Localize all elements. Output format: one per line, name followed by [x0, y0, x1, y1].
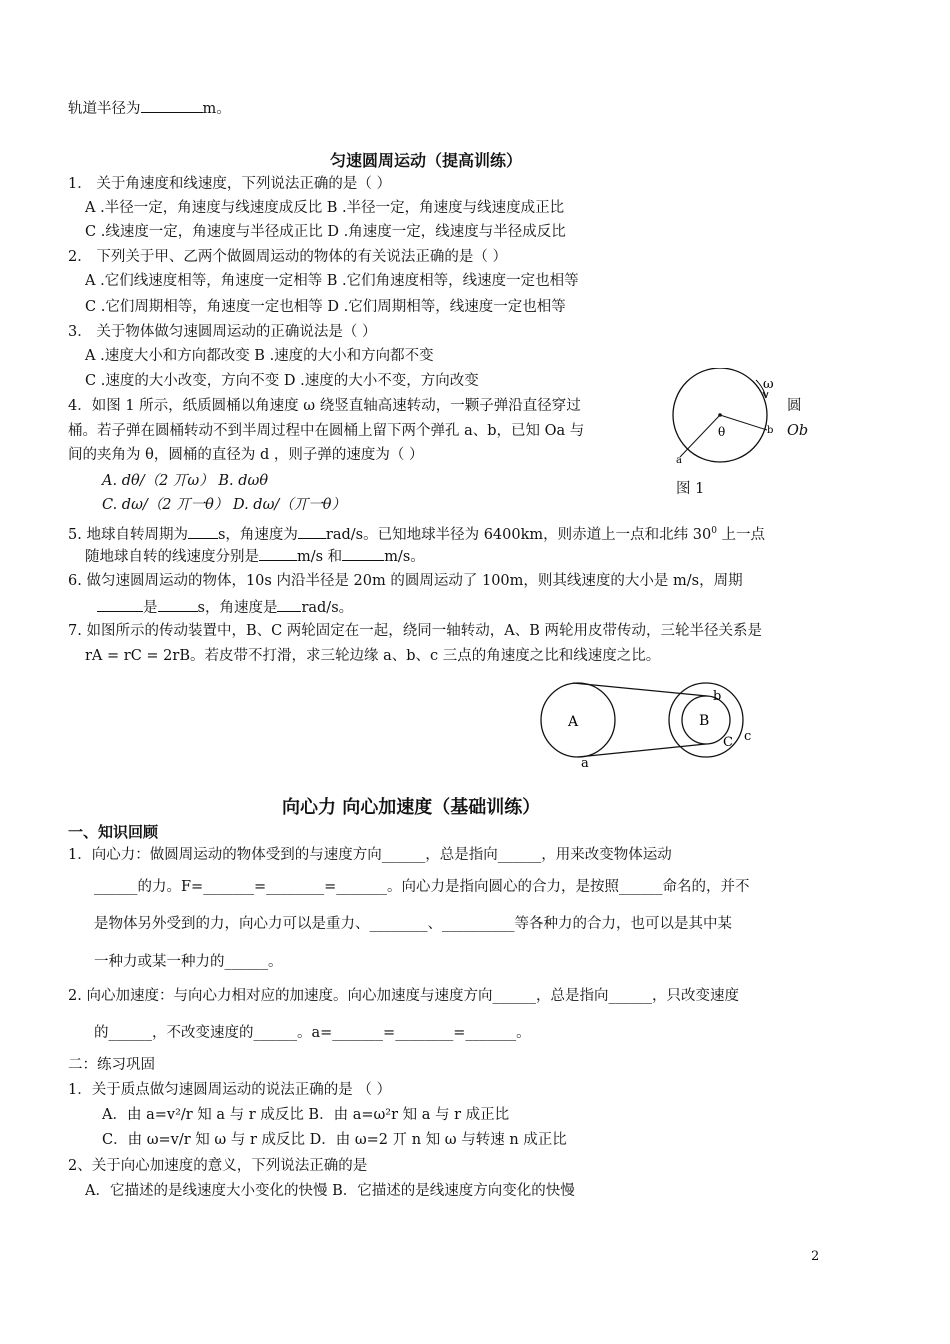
top-line: 轨道半径为 m。 — [68, 98, 231, 118]
point-c-label: c — [744, 729, 752, 744]
figure-1-cylinder — [660, 368, 780, 473]
point-b-label: b — [713, 689, 722, 704]
question-4-side-text-1: 圆 — [787, 398, 802, 414]
practice-1-stem: 1．关于质点做匀速圆周运动的说法正确的是 （ ） — [68, 1082, 391, 1098]
question-1-stem: 1． 关于角速度和线速度，下列说法正确的是（ ） — [68, 176, 391, 192]
question-4-line-1: 4．如图 1 所示，纸质圆桶以角速度 ω 绕竖直轴高速转动，一颗子弹沿直径穿过 — [68, 398, 581, 414]
omega-label: ω — [763, 377, 774, 392]
question-1-options-cd: C .线速度一定，角速度与半径成正比 D .角速度一定，线速度与半径成反比 — [85, 224, 566, 240]
question-2-options-ab: A .它们线速度相等，角速度一定相等 B .它们角速度相等，线速度一定也相等 — [85, 273, 579, 289]
section-title: 向心力 向心加速度（基础训练） — [282, 797, 541, 818]
knowledge-2-line-2: 的______，不改变速度的______。a=_______=________=_______。 — [94, 1025, 531, 1041]
wheel-b-label: B — [699, 713, 710, 729]
question-6-line-2: 是 s，角速度是 rad/s。 — [97, 597, 353, 617]
question-4-options-ab: A. dθ/（2 丌ω） B. dωθ — [102, 473, 269, 489]
question-3-options-cd: C .速度的大小改变，方向不变 D .速度的大小不变，方向改变 — [85, 373, 479, 389]
figure-belt-drive — [535, 672, 765, 772]
practice-1-options-ab: A．由 a=v²/r 知 a 与 r 成反比 B．由 a=ω²r 知 a 与 r 成正比 — [102, 1107, 510, 1123]
practice-2-stem: 2、关于向心加速度的意义，下列说法正确的是 — [68, 1158, 368, 1174]
question-2-options-cd: C .它们周期相等，角速度一定也相等 D .它们周期相等，线速度一定也相等 — [85, 299, 566, 315]
subsection-title: 二：练习巩固 — [68, 1057, 155, 1073]
question-3-options-ab: A .速度大小和方向都改变 B .速度的大小和方向都不变 — [85, 348, 434, 364]
question-4-side-text-2: Ob — [787, 423, 809, 439]
question-4-options-cd: C. dω/（2 丌一θ） D. dω/（丌一θ） — [102, 497, 347, 513]
section-title: 匀速圆周运动（提高训练） — [330, 151, 523, 170]
question-7-line-2: rA = rC = 2rB。若皮带不打滑，求三轮边缘 a、b、c 三点的角速度之比和线速度之比。 — [85, 648, 661, 664]
knowledge-1-line-2: ______的力。F=_______=________=_______。向心力是指向圆心的合力，是按照______命名的，并不 — [94, 879, 750, 895]
belt-bottom — [578, 744, 706, 757]
question-2-stem: 2． 下列关于甲、乙两个做圆周运动的物体的有关说法正确的是（ ） — [68, 249, 507, 265]
point-a-label: a — [676, 455, 682, 466]
radius-oa — [680, 415, 720, 457]
question-3-stem: 3． 关于物体做匀速圆周运动的正确说法是（ ） — [68, 324, 377, 340]
point-a-label: a — [581, 756, 589, 771]
knowledge-1-line-3: 是物体另外受到的力，向心力可以是重力、________、__________等各种力的合力，也可以是其中某 — [94, 916, 732, 932]
question-7-line-1: 7. 如图所示的传动装置中，B、C 两轮固定在一起，绕同一轴转动，A、B 两轮用皮带传动，三轮半径关系是 — [68, 623, 763, 639]
point-b-label: b — [767, 425, 774, 436]
figure-1-label: 图 1 — [676, 481, 705, 497]
knowledge-1-line-4: 一种力或某一种力的______。 — [94, 954, 283, 970]
blank — [141, 98, 203, 113]
question-6-line-1: 6. 做匀速圆周运动的物体，10s 内沿半径是 20m 的圆周运动了 100m，则其线速度的大小是 m/s，周期 — [68, 573, 743, 589]
practice-2-options-ab: A．它描述的是线速度大小变化的快慢 B．它描述的是线速度方向变化的快慢 — [85, 1183, 575, 1199]
subsection-title: 一、知识回顾 — [68, 823, 159, 841]
question-4-line-2: 桶。若子弹在圆桶转动不到半周过程中在圆桶上留下两个弹孔 a、b，已知 Oa 与 — [68, 423, 585, 439]
theta-label: θ — [718, 425, 726, 439]
wheel-c-label: C — [723, 735, 733, 750]
question-1-options-ab: A .半径一定，角速度与线速度成反比 B .半径一定，角速度与线速度成正比 — [85, 200, 565, 216]
belt-top — [573, 683, 707, 696]
center-point — [718, 413, 722, 417]
page-number: 2 — [811, 1249, 820, 1264]
wheel-a-label: A — [568, 714, 579, 730]
question-4-line-3: 间的夹角为 θ，圆桶的直径为 d ，则子弹的速度为（ ） — [68, 447, 424, 463]
question-5-line-1: 5. 地球自转周期为 s，角速度为 rad/s。已知地球半径为 6400km，则赤道上一点和北纬 $30^0$ 上一点 — [68, 522, 765, 544]
question-5-line-2: 随地球自转的线速度分别是 m/s 和 m/s。 — [85, 546, 425, 566]
knowledge-1-line-1: 1．向心力：做圆周运动的物体受到的与速度方向______，总是指向______，用来改变物体运动 — [68, 847, 672, 863]
radius-ob — [720, 415, 767, 430]
practice-1-options-cd: C．由 ω=v/r 知 ω 与 r 成反比 D．由 ω=2 丌 n 知 ω 与转速 n 成正比 — [102, 1132, 567, 1148]
knowledge-2-line-1: 2. 向心加速度：与向心力相对应的加速度。向心加速度与速度方向______，总是指向______，只改变速度 — [68, 988, 739, 1004]
